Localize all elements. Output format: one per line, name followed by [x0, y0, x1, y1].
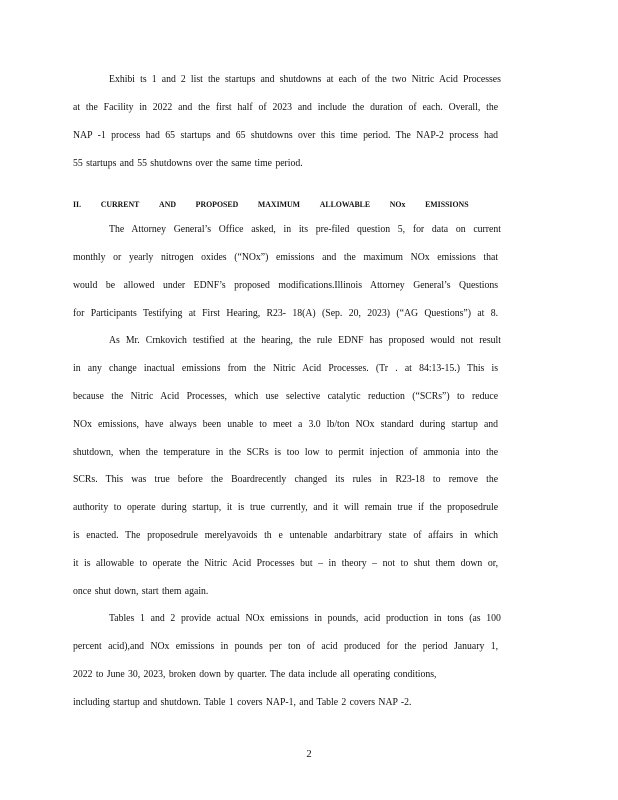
paragraph-1-line-3: NAP -1 process had 65 startups and 65 shutdowns over this time period. The NAP-2 process had [73, 130, 499, 141]
heading-word: EMISSIONS [425, 199, 469, 209]
paragraph-3-line-7: authority to operate during startup, it is true currently, and it will remain true if the proposedrule [73, 502, 499, 513]
section-number: II. [73, 199, 82, 209]
paragraph-3-line-1: As Mr. Crnkovich testified at the hearing, the rule EDNF has proposed would not result [109, 335, 501, 346]
section-heading [73, 198, 469, 210]
heading-word: CURRENT [100, 199, 140, 209]
paragraph-3-line-9: it is allowable to operate the Nitric Acid Processes but – in theory – not to shut them down or, [73, 558, 499, 569]
paragraph-3-line-8: is enacted. The proposedrule merelyavoids th e untenable andarbitrary state of affairs in which [73, 530, 499, 541]
heading-word: NOx [389, 199, 406, 209]
heading-word: ALLOWABLE [319, 199, 371, 209]
paragraph-4-line-2: percent acid),and NOx emissions in pounds per ton of acid produced for the period January 1, [73, 641, 499, 652]
heading-word: PROPOSED [195, 199, 239, 209]
paragraph-3-line-10: once shut down, start them again. [73, 586, 209, 597]
paragraph-1-line-2: at the Facility in 2022 and the first half of 2023 and include the duration of each. Overall, the [73, 102, 499, 113]
paragraph-4-line-4: including startup and shutdown. Table 1 covers NAP-1, and Table 2 covers NAP -2. [73, 697, 412, 708]
page-number: 2 [306, 749, 312, 760]
paragraph-2-line-4: for Participants Testifying at First Hearing, R23- 18(A) (Sep. 20, 2023) (“AG Questions”) at 8. [73, 308, 499, 319]
paragraph-4-line-3: 2022 to June 30, 2023, broken down by quarter. The data include all operating conditions, [73, 669, 437, 680]
paragraph-3-line-6: SCRs. This was true before the Boardrecently changed its rules in R23-18 to remove the [73, 474, 499, 485]
paragraph-2-line-2: monthly or yearly nitrogen oxides (“NOx”) emissions and the maximum NOx emissions that [73, 252, 499, 263]
paragraph-1-line-1: Exhibi ts 1 and 2 list the startups and shutdowns at each of the two Nitric Acid Processes [109, 74, 501, 85]
paragraph-4-line-1: Tables 1 and 2 provide actual NOx emissions in pounds, acid production in tons (as 100 [109, 613, 501, 624]
paragraph-2-line-1: The Attorney General’s Office asked, in its pre-filed question 5, for data on current [109, 224, 501, 235]
heading-word: MAXIMUM [257, 199, 301, 209]
heading-word: AND [159, 199, 176, 209]
paragraph-1-line-4: 55 startups and 55 shutdowns over the same time period. [73, 158, 303, 169]
paragraph-3-line-2: in any change inactual emissions from the Nitric Acid Processes. (Tr . at 84:13-15.) This is [73, 363, 499, 374]
paragraph-2-line-3: would be allowed under EDNF’s proposed modifications.Illinois Attorney General’s Questions [73, 280, 499, 291]
paragraph-3-line-3: because the Nitric Acid Processes, which use selective catalytic reduction (“SCRs”) to reduce [73, 391, 499, 402]
paragraph-3-line-5: shutdown, when the temperature in the SCRs is too low to permit injection of ammonia into the [73, 447, 499, 458]
paragraph-3-line-4: NOx emissions, have always been unable to meet a 3.0 lb/ton NOx standard during startup and [73, 419, 499, 430]
